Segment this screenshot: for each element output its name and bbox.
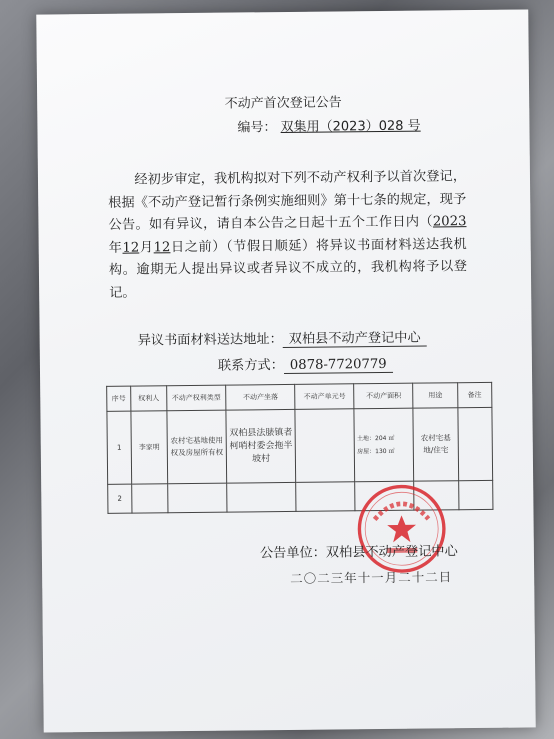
body-text-b: 日之前）（节假日顺延）将异议书面材料送达我机构。逾期无人提出异议或者异议不成立的，我机构将予以登记。 bbox=[108, 236, 467, 301]
cell-owner bbox=[131, 484, 168, 513]
document-number-value: 双集用（2023）028 号 bbox=[280, 118, 421, 136]
header-usage: 用途 bbox=[413, 383, 458, 408]
deadline-day: 12 bbox=[153, 239, 171, 256]
header-unit-no: 不动产单元号 bbox=[295, 384, 354, 410]
address-label: 异议书面材料送达地址： bbox=[137, 332, 283, 349]
cell-no: 1 bbox=[107, 411, 132, 484]
header-right-type: 不动产权利类型 bbox=[167, 385, 226, 411]
contact-value: 0878-7720779 bbox=[284, 357, 393, 374]
issuing-unit: 公告单位：双柏县不动产登记中心 bbox=[259, 544, 458, 562]
table-row bbox=[107, 407, 493, 484]
notice-paper bbox=[36, 9, 535, 732]
cell-owner: 李家明 bbox=[131, 411, 168, 484]
month-suffix: 月 bbox=[139, 240, 154, 256]
notice-body bbox=[108, 166, 467, 305]
area-land: 土地：204 ㎡ bbox=[356, 434, 395, 443]
header-remark: 备注 bbox=[457, 382, 491, 407]
cell-no: 2 bbox=[108, 484, 132, 513]
area-house: 房屋：130 ㎡ bbox=[357, 447, 395, 456]
deadline-year: 2023 bbox=[432, 214, 467, 230]
cell-unit-no bbox=[295, 409, 355, 483]
cell-location: 双柏县法脿镇者柯哨村委会拖半坡村 bbox=[226, 409, 296, 483]
contact-label: 联系方式： bbox=[217, 358, 284, 374]
cell-right-type bbox=[168, 483, 227, 513]
body-text-a: 经初步审定，我机构拟对下列不动产权利予以首次登记，根据《不动产登记暂行条例实施细则》第十七条的规定，现予公告。如有异议，请自本公告之日起十五个工作日内（ bbox=[108, 169, 467, 234]
header-area: 不动产面积 bbox=[354, 383, 413, 409]
document-number bbox=[237, 115, 420, 136]
header-location: 不动产坐落 bbox=[226, 384, 296, 410]
cell-usage: 农村宅基地/住宅 bbox=[413, 408, 458, 481]
notice-title: 不动产首次登记公告 bbox=[224, 95, 342, 112]
objection-address bbox=[138, 327, 427, 349]
cell-unit-no bbox=[296, 482, 355, 512]
year-suffix: 年 bbox=[108, 240, 123, 256]
cell-remark bbox=[458, 407, 493, 480]
official-seal bbox=[353, 480, 450, 577]
cell-remark bbox=[458, 480, 493, 509]
header-owner: 权利人 bbox=[130, 386, 166, 411]
address-value: 双柏县不动产登记中心 bbox=[283, 331, 427, 349]
contact-info bbox=[218, 353, 393, 374]
header-no: 序号 bbox=[107, 386, 131, 411]
cell-area bbox=[354, 408, 414, 482]
issue-date: 二〇二三年十一月二十二日 bbox=[290, 569, 453, 586]
cell-location bbox=[227, 482, 297, 512]
cell-right-type: 农村宅基地使用权及房屋所有权 bbox=[167, 410, 227, 484]
deadline-month: 12 bbox=[122, 240, 140, 256]
document-number-label: 编号： bbox=[237, 120, 277, 136]
